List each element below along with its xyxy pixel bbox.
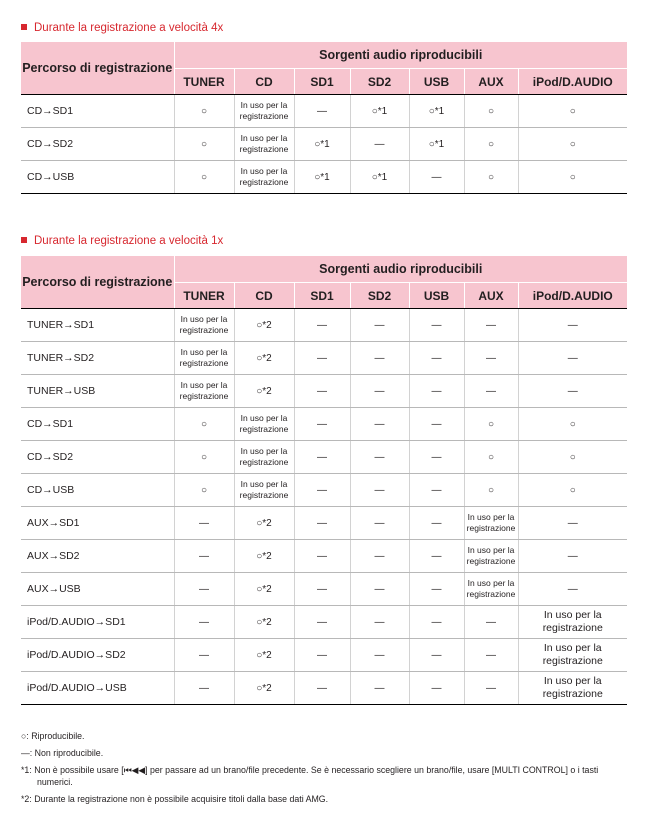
cell-tuner: ○ [174, 128, 234, 161]
cell-aux: ○ [464, 95, 518, 128]
header-path: Percorso di registrazione [21, 256, 174, 309]
column-header-tuner: TUNER [174, 69, 234, 95]
cell-sd1: — [294, 507, 350, 540]
cell-aux: — [464, 606, 518, 639]
cell-ipod-d-audio: — [518, 342, 627, 375]
recording-table-1x [21, 256, 627, 705]
recording-path: iPod/D.AUDIO→SD1 [21, 606, 174, 639]
column-header-ipod-d-audio: iPod/D.AUDIO [518, 69, 627, 95]
cell-aux: In uso per la registrazione [464, 573, 518, 606]
cell-sd1: — [294, 606, 350, 639]
cell-tuner: — [174, 507, 234, 540]
cell-sd2: — [350, 606, 409, 639]
note-not-playable: —: Non riproducibile. [21, 748, 104, 758]
cell-sd2: — [350, 672, 409, 705]
column-header-cd: CD [234, 69, 294, 95]
cell-usb: — [409, 672, 464, 705]
cell-ipod-d-audio: — [518, 540, 627, 573]
cell-sd2: — [350, 375, 409, 408]
cell-cd: ○*2 [234, 342, 294, 375]
cell-cd: ○*2 [234, 606, 294, 639]
table-row [21, 375, 627, 408]
cell-aux: — [464, 375, 518, 408]
cell-ipod-d-audio: ○ [518, 474, 627, 507]
column-header-sd2: SD2 [350, 69, 409, 95]
cell-sd1: — [294, 672, 350, 705]
cell-ipod-d-audio: — [518, 375, 627, 408]
cell-sd2: — [350, 540, 409, 573]
column-header-sd1: SD1 [294, 283, 350, 309]
cell-aux: — [464, 309, 518, 342]
table-row [21, 441, 627, 474]
cell-usb: — [409, 441, 464, 474]
cell-cd: In uso per la registrazione [234, 95, 294, 128]
table-row [21, 573, 627, 606]
cell-sd2: — [350, 408, 409, 441]
cell-sd1: — [294, 408, 350, 441]
cell-usb: ○*1 [409, 95, 464, 128]
cell-aux: ○ [464, 441, 518, 474]
cell-tuner: In uso per la registrazione [174, 375, 234, 408]
cell-aux: ○ [464, 128, 518, 161]
note-footnote-1: *1: Non è possibile usare [⏮◀◀] per passare ad un brano/file precedente. Se è necessario scegliere un brano/file, usare [MULTI CONTROL] o i tasti numerici. [21, 765, 599, 787]
cell-aux: — [464, 639, 518, 672]
cell-usb: — [409, 474, 464, 507]
cell-aux: In uso per la registrazione [464, 507, 518, 540]
cell-tuner: — [174, 540, 234, 573]
note-footnote-2: *2: Durante la registrazione non è possibile acquisire titoli dalla base dati AMG. [21, 794, 329, 804]
table-row [21, 342, 627, 375]
cell-sd1: ○*1 [294, 128, 350, 161]
cell-sd2: — [350, 441, 409, 474]
cell-aux: In uso per la registrazione [464, 540, 518, 573]
cell-aux: — [464, 672, 518, 705]
column-header-sd1: SD1 [294, 69, 350, 95]
column-header-usb: USB [409, 283, 464, 309]
cell-sd2: — [350, 507, 409, 540]
table-row [21, 606, 627, 639]
cell-usb: — [409, 309, 464, 342]
cell-sd2: — [350, 128, 409, 161]
header-sources: Sorgenti audio riproducibili [174, 42, 627, 69]
cell-sd2: — [350, 309, 409, 342]
recording-path: AUX→USB [21, 573, 174, 606]
cell-usb: ○*1 [409, 128, 464, 161]
cell-aux: ○ [464, 408, 518, 441]
recording-path: CD→USB [21, 161, 174, 194]
cell-ipod-d-audio: ○ [518, 408, 627, 441]
cell-cd: ○*2 [234, 573, 294, 606]
table-row [21, 474, 627, 507]
cell-sd1: — [294, 441, 350, 474]
section-title-1x: Durante la registrazione a velocità 1x [21, 235, 223, 247]
cell-tuner: ○ [174, 441, 234, 474]
cell-ipod-d-audio: ○ [518, 95, 627, 128]
column-header-ipod-d-audio: iPod/D.AUDIO [518, 283, 627, 309]
cell-cd: ○*2 [234, 540, 294, 573]
cell-cd: ○*2 [234, 672, 294, 705]
cell-tuner: — [174, 573, 234, 606]
cell-sd2: — [350, 342, 409, 375]
table-row [21, 507, 627, 540]
cell-sd2: — [350, 474, 409, 507]
table-row [21, 128, 627, 161]
cell-aux: ○ [464, 161, 518, 194]
cell-ipod-d-audio: ○ [518, 128, 627, 161]
cell-sd1: — [294, 474, 350, 507]
cell-cd: In uso per la registrazione [234, 161, 294, 194]
section-title-4x: Durante la registrazione a velocità 4x [21, 22, 223, 34]
cell-sd1: — [294, 95, 350, 128]
header-sources: Sorgenti audio riproducibili [174, 256, 627, 283]
cell-usb: — [409, 161, 464, 194]
cell-sd1: — [294, 540, 350, 573]
cell-usb: — [409, 639, 464, 672]
cell-ipod-d-audio: ○ [518, 161, 627, 194]
recording-path: AUX→SD2 [21, 540, 174, 573]
recording-path: TUNER→SD2 [21, 342, 174, 375]
cell-sd2: ○*1 [350, 95, 409, 128]
table-row [21, 672, 627, 705]
note-playable: ○: Riproducibile. [21, 731, 85, 741]
cell-tuner: — [174, 672, 234, 705]
cell-cd: ○*2 [234, 375, 294, 408]
recording-table-4x [21, 42, 627, 194]
column-header-aux: AUX [464, 69, 518, 95]
cell-ipod-d-audio: — [518, 309, 627, 342]
recording-path: CD→SD1 [21, 95, 174, 128]
bullet-square-icon [21, 24, 27, 30]
cell-tuner: ○ [174, 474, 234, 507]
legend-notes [21, 730, 627, 810]
table-row [21, 540, 627, 573]
cell-sd2: — [350, 573, 409, 606]
cell-tuner: — [174, 639, 234, 672]
recording-path: AUX→SD1 [21, 507, 174, 540]
cell-usb: — [409, 507, 464, 540]
column-header-aux: AUX [464, 283, 518, 309]
table-row [21, 408, 627, 441]
cell-cd: In uso per la registrazione [234, 128, 294, 161]
cell-aux: — [464, 342, 518, 375]
cell-ipod-d-audio: ○ [518, 441, 627, 474]
bullet-square-icon [21, 237, 27, 243]
column-header-cd: CD [234, 283, 294, 309]
recording-path: CD→SD2 [21, 441, 174, 474]
header-path: Percorso di registrazione [21, 42, 174, 95]
cell-sd1: — [294, 639, 350, 672]
cell-cd: ○*2 [234, 639, 294, 672]
recording-path: iPod/D.AUDIO→SD2 [21, 639, 174, 672]
cell-cd: In uso per la registrazione [234, 408, 294, 441]
table-row [21, 161, 627, 194]
cell-sd1: — [294, 573, 350, 606]
cell-tuner: ○ [174, 161, 234, 194]
recording-path: CD→USB [21, 474, 174, 507]
recording-path: TUNER→SD1 [21, 309, 174, 342]
cell-usb: — [409, 540, 464, 573]
cell-tuner: In uso per la registrazione [174, 309, 234, 342]
table-row [21, 639, 627, 672]
cell-sd2: — [350, 639, 409, 672]
cell-usb: — [409, 573, 464, 606]
cell-tuner: ○ [174, 95, 234, 128]
table-row [21, 309, 627, 342]
cell-cd: ○*2 [234, 309, 294, 342]
cell-usb: — [409, 342, 464, 375]
cell-cd: In uso per la registrazione [234, 441, 294, 474]
cell-ipod-d-audio: In uso per la registrazione [518, 672, 627, 705]
recording-path: CD→SD2 [21, 128, 174, 161]
column-header-tuner: TUNER [174, 283, 234, 309]
cell-sd2: ○*1 [350, 161, 409, 194]
column-header-sd2: SD2 [350, 283, 409, 309]
cell-ipod-d-audio: — [518, 573, 627, 606]
table-row [21, 95, 627, 128]
recording-path: TUNER→USB [21, 375, 174, 408]
cell-aux: ○ [464, 474, 518, 507]
recording-path: CD→SD1 [21, 408, 174, 441]
recording-path: iPod/D.AUDIO→USB [21, 672, 174, 705]
cell-ipod-d-audio: In uso per la registrazione [518, 606, 627, 639]
cell-cd: In uso per la registrazione [234, 474, 294, 507]
cell-usb: — [409, 606, 464, 639]
cell-tuner: In uso per la registrazione [174, 342, 234, 375]
cell-ipod-d-audio: In uso per la registrazione [518, 639, 627, 672]
cell-usb: — [409, 408, 464, 441]
cell-ipod-d-audio: — [518, 507, 627, 540]
cell-tuner: ○ [174, 408, 234, 441]
cell-sd1: ○*1 [294, 161, 350, 194]
cell-sd1: — [294, 309, 350, 342]
cell-cd: ○*2 [234, 507, 294, 540]
cell-sd1: — [294, 375, 350, 408]
cell-sd1: — [294, 342, 350, 375]
column-header-usb: USB [409, 69, 464, 95]
cell-usb: — [409, 375, 464, 408]
cell-tuner: — [174, 606, 234, 639]
